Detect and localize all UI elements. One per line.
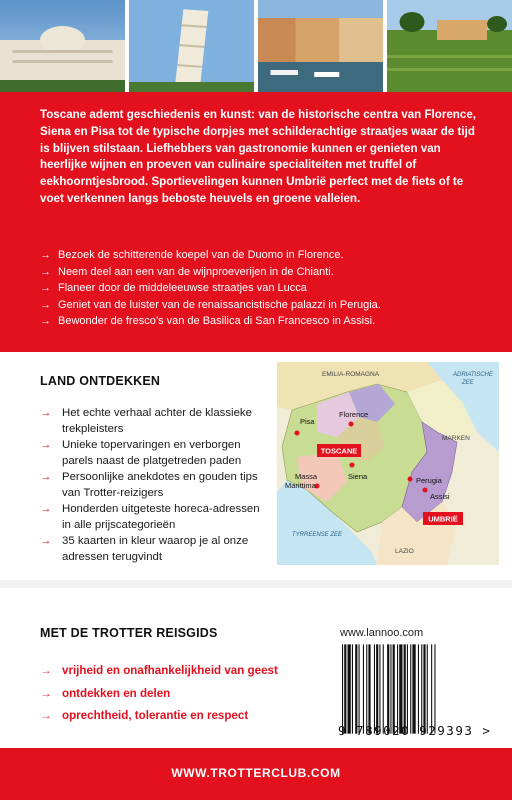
city-label-marittima: Marittima: [285, 481, 316, 490]
arrow-right-icon: →: [40, 471, 52, 483]
city-marker-florence: [349, 422, 354, 427]
highlight-item: [40, 264, 490, 281]
highlights-list: [40, 247, 490, 330]
umbrie-badge-label: UMBRIË: [428, 514, 458, 524]
city-marker-perugia: [408, 477, 413, 482]
highlight-text: Bezoek de schitterende koepel van de Duomo in Florence.: [58, 249, 344, 261]
feature-text: Honderden uitgeteste horeca-adressen in alle prijscategorieën: [62, 503, 260, 531]
photo-harbor-town: [258, 0, 383, 92]
publisher-url: www.lannoo.com: [340, 627, 424, 639]
value-text: oprechtheid, tolerantie en respect: [62, 709, 249, 723]
city-label-florence: Florence: [339, 410, 369, 419]
map-label-emilia: EMILIA-ROMAGNA: [322, 371, 380, 378]
arrow-right-icon: →: [40, 439, 52, 451]
arrow-right-icon: →: [40, 664, 52, 677]
map-label-marken: MARKEN: [442, 435, 470, 442]
feature-text: Persoonlijke anekdotes en gouden tips van Trotter-reizigers: [62, 471, 258, 499]
toscane-badge-label: TOSCANE: [320, 446, 358, 456]
photo-leaning-tower: [129, 0, 254, 92]
arrow-right-icon: →: [40, 315, 51, 328]
highlight-text: Bewonder de fresco’s van de Basilica di San Francesco in Assisi.: [58, 315, 376, 328]
cover-photo-strip: [0, 0, 512, 92]
feature-item: [40, 533, 270, 565]
feature-item: [40, 405, 270, 437]
map-label-adriatic-2: ZEE: [462, 380, 474, 386]
arrow-right-icon: →: [40, 282, 51, 295]
city-label-massa: Massa: [295, 472, 318, 481]
values-list: [40, 660, 278, 728]
arrow-right-icon: →: [40, 709, 52, 723]
value-text: ontdekken en delen: [62, 686, 171, 700]
value-item: [40, 660, 278, 683]
city-label-assisi: Assisi: [430, 492, 450, 501]
highlight-text: Geniet van de luister van de renaissancistische palazzi in Perugia.: [58, 298, 381, 311]
value-text: vrijheid en onafhankelijkheid van geest: [62, 664, 278, 677]
isbn-number: 9 789020 929393 >: [338, 723, 492, 738]
reisgids-title: MET DE TROTTER REISGIDS: [40, 626, 218, 640]
footer-url: WWW.TROTTERCLUB.COM: [171, 766, 341, 780]
feature-item: [40, 437, 270, 469]
feature-text: Het echte verhaal achter de klassieke trekpleisters: [62, 407, 252, 435]
value-item: [40, 705, 278, 728]
arrow-right-icon: →: [40, 535, 52, 547]
section-divider: [0, 580, 512, 588]
map-label-lazio: LAZIO: [395, 548, 414, 555]
tuscany-umbria-map: [277, 362, 499, 565]
highlight-item: [40, 297, 490, 314]
feature-item: [40, 469, 270, 501]
map-label-adriatic-1: ADRIATISCHE: [453, 372, 493, 378]
isbn-barcode: [338, 642, 488, 736]
highlight-item: [40, 247, 490, 264]
photo-vineyard-villa: [387, 0, 512, 92]
city-marker-pisa: [295, 431, 300, 436]
intro-text: Toscane ademt geschiedenis en kunst: van de historische centra van Florence, Siena en Pisa tot de typische dorpjes met schilderachtige straatjes waar de tijd is blijven stilstaan. Liefhebbers van gastronomie kunnen er genieten van heerlijke wijnen en proeven van culinaire specialiteiten met truffel of eekhoorntjesbrood. Sportievelingen kunnen Umbrië perfect met de fiets of te voet verkennen langs beboste heuvels en groene valleien.: [40, 108, 476, 205]
arrow-right-icon: →: [40, 298, 51, 311]
arrow-right-icon: →: [40, 407, 52, 419]
photo-pisa-cathedral: [0, 0, 125, 92]
city-label-siena: Siena: [348, 472, 368, 481]
arrow-right-icon: →: [40, 686, 52, 700]
highlight-text: Flaneer door de middeleeuwse straatjes van Lucca: [58, 282, 307, 295]
city-marker-assisi: [423, 488, 428, 493]
highlight-item: [40, 313, 490, 330]
arrow-right-icon: →: [40, 503, 52, 515]
highlight-text: Neem deel aan een van de wijnproeverijen in de Chianti.: [58, 265, 334, 278]
value-item: [40, 683, 278, 706]
highlight-item: [40, 280, 490, 297]
feature-text: Unieke topervaringen en verborgen parels naast de platgetreden paden: [62, 439, 242, 467]
feature-item: [40, 501, 270, 533]
city-marker-siena: [350, 463, 355, 468]
land-ontdekken-title: LAND ONTDEKKEN: [40, 374, 161, 388]
map-label-tyrrhenian: TYRREENSE ZEE: [292, 532, 343, 538]
arrow-right-icon: →: [40, 249, 51, 261]
features-list: [40, 405, 270, 565]
feature-text: 35 kaarten in kleur waarop je al onze adressen terugvindt: [62, 535, 249, 563]
city-label-perugia: Perugia: [416, 476, 442, 485]
arrow-right-icon: →: [40, 265, 51, 278]
city-label-pisa: Pisa: [300, 417, 315, 426]
